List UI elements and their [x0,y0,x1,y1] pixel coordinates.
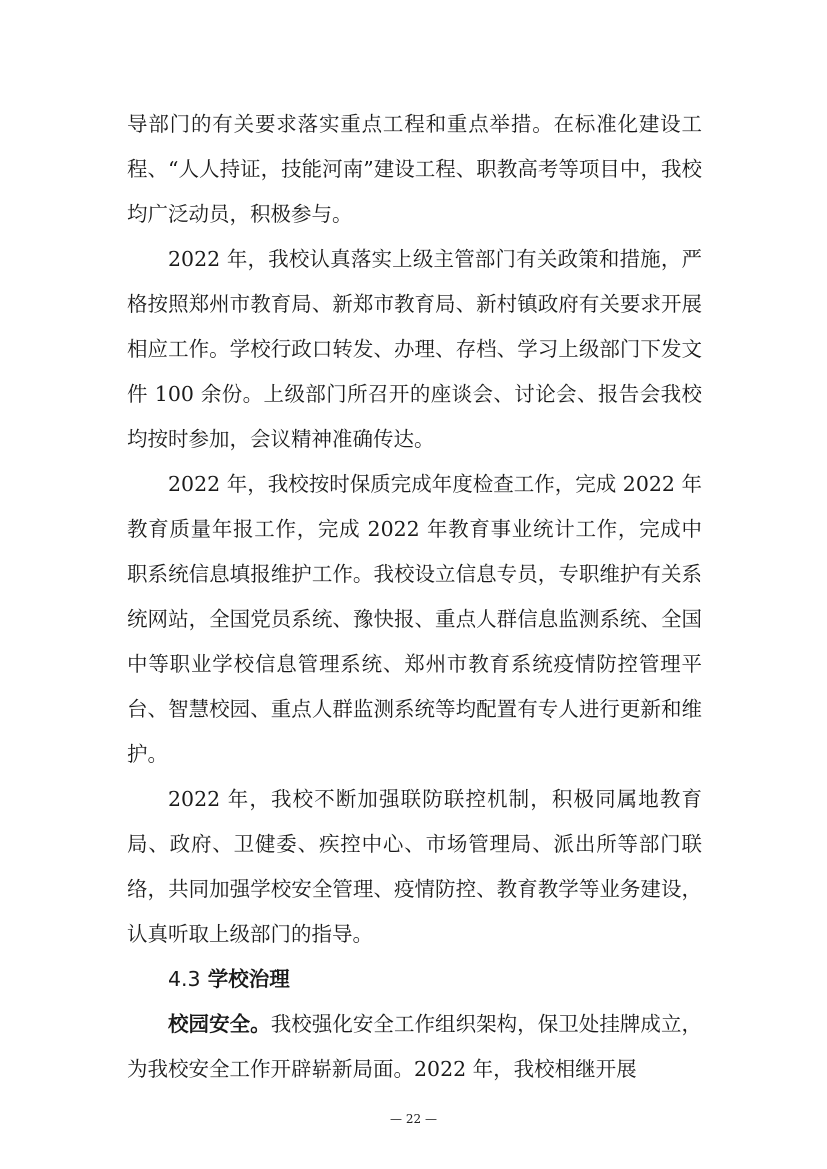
paragraph-joint-prevention: 2022 年，我校不断加强联防联控机制，积极同属地教育局、政府、卫健委、疾控中心、市场管理局、派出所等部门联络，共同加强学校安全管理、疫情防控、教育教学等业务建设，认真听取上级部门的指导。 [127,787,702,946]
paragraph-annual-reporting: 2022 年，我校按时保质完成年度检查工作，完成 2022 年教育质量年报工作，完成 2022 年教育事业统计工作，完成中职系统信息填报维护工作。我校设立信息专员，专职维护有关系统网站，全国党员系统、豫快报、重点人群信息监测系统、全国中等职业学校信息管理系统、郑州市教育系统疫情防控管理平台、智慧校园、重点人群监测系统等均配置有专人进行更新和维护。 [127,472,702,766]
paragraph-continued: 导部门的有关要求落实重点工程和重点举措。在标准化建设工程、“人人持证，技能河南”建设工程、职教高考等项目中，我校均广泛动员，积极参与。 [127,112,702,226]
section-heading [127,957,702,1002]
document-body [127,102,702,1092]
page-number: — 22 — [390,1112,437,1126]
section-title: 学校治理 [207,967,290,991]
section-number: 4.3 [168,967,201,991]
paragraph-campus-safety-text: 我校强化安全工作组织架构，保卫处挂牌成立，为我校安全工作开辟崭新局面。2022 年，我校相继开展 [127,1012,703,1081]
paragraph-lead-term: 校园安全。 [168,1012,271,1036]
paragraph-policy-implementation: 2022 年，我校认真落实上级主管部门有关政策和措施，严格按照郑州市教育局、新郑市教育局、新村镇政府有关要求开展相应工作。学校行政口转发、办理、存档、学习上级部门下发文件 100 余份。上级部门所召开的座谈会、讨论会、报告会我校均按时参加，会议精神准确传达。 [127,247,702,451]
paragraph-campus-safety [127,1002,702,1092]
